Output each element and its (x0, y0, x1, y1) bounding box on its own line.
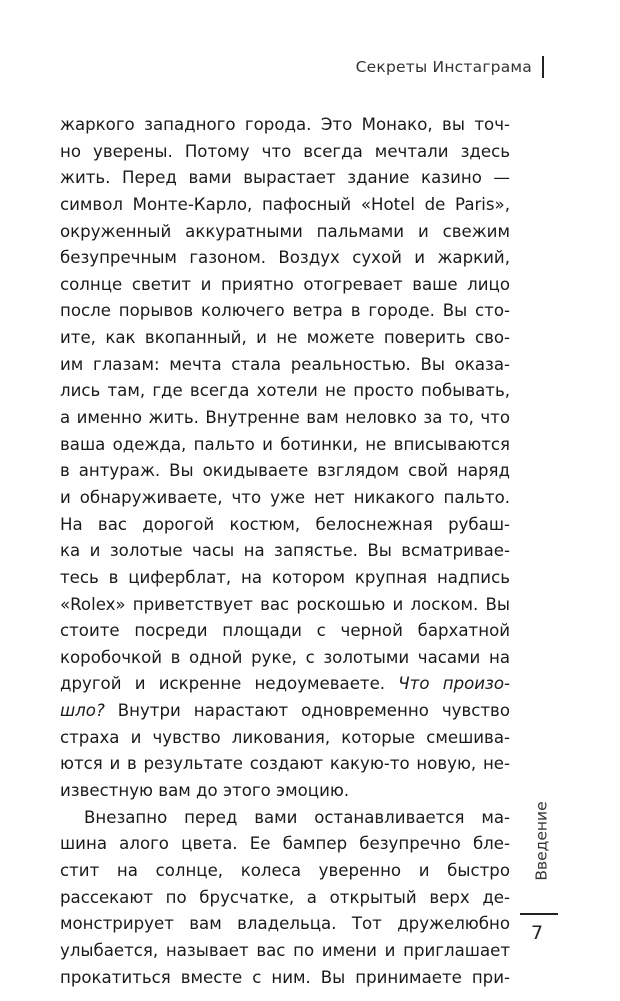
text-line: но уверены. Потому что всегда мечтали здесь (60, 141, 510, 161)
text-line (60, 698, 510, 725)
text-line: страха и чувство ликования, которые смешива- (60, 727, 510, 747)
running-head: Секреты Инстаграма (355, 58, 532, 76)
italic-phrase: шло? (60, 701, 105, 721)
section-tab-label: Введение (533, 801, 551, 881)
text-line: ка и золотые часы на запястье. Вы всматривае- (60, 541, 510, 561)
section-tab (532, 776, 552, 906)
text-line: шина алого цвета. Ее бампер безупречно бле- (60, 834, 510, 854)
text-line: в антураж. Вы окидываете взглядом свой наряд (60, 461, 510, 481)
text-line: жаркого западного города. Это Монако, вы точ- (60, 115, 510, 134)
text-line: рассекают по брусчатке, а открытый верх де- (60, 887, 510, 907)
paragraph-1 (60, 112, 510, 805)
text-run: другой и искренне недоумеваете. (60, 674, 399, 694)
italic-phrase: Что произо- (398, 674, 510, 694)
text-line: ваша одежда, пальто и ботинки, не вписываются (60, 434, 510, 454)
text-line: символ Монте-Карло, пафосный «Hotel de Paris», (60, 194, 510, 214)
paragraph-2 (60, 805, 510, 991)
text-line: жить. Перед вами вырастает здание казино — (60, 168, 510, 188)
text-line: солнце светит и приятно отогревает ваше лицо (60, 274, 510, 294)
body-text (60, 112, 510, 991)
text-line: Внезапно перед вами останавливается ма- (84, 807, 510, 827)
running-head-bar (542, 56, 544, 78)
text-line: после порывов колючего ветра в городе. Вы сто- (60, 301, 510, 321)
text-line: лись там, где всегда хотели не просто побывать, (60, 381, 510, 401)
text-line: тесь в циферблат, на котором крупная надпись (60, 567, 510, 587)
text-line: ите, как вкопанный, и не можете поверить сво- (60, 328, 510, 348)
text-line: стоите посреди площади с черной бархатной (60, 621, 510, 641)
text-line: известную вам до этого эмоцию. (60, 781, 350, 801)
text-line: коробочкой в одной руке, с золотыми часами на (60, 647, 510, 667)
text-line: ются и в результате создают какую-то новую, не- (60, 754, 510, 774)
section-tab-rule (520, 913, 558, 915)
text-line: стит на солнце, колеса уверенно и быстро (60, 860, 510, 880)
page-number: 7 (531, 922, 544, 944)
text-run: Внутри нарастают одновременно чувство (104, 701, 510, 721)
text-line: На вас дорогой костюм, белоснежная рубаш- (60, 514, 510, 534)
text-line: а именно жить. Внутренне вам неловко за то, что (60, 408, 510, 428)
text-line: окруженный аккуратными пальмами и свежим (60, 221, 510, 241)
text-line: монстрирует вам владельца. Тот дружелюбно (60, 914, 510, 934)
text-line: безупречным газоном. Воздух сухой и жаркий, (60, 248, 510, 268)
text-line: улыбается, называет вас по имени и приглашает (60, 940, 510, 960)
text-line (60, 671, 510, 698)
text-line: «Rolex» приветствует вас роскошью и лоском. Вы (60, 594, 510, 614)
text-line: им глазам: мечта стала реальностью. Вы оказа- (60, 354, 510, 374)
text-line: прокатиться вместе с ним. Вы принимаете при- (60, 967, 510, 987)
text-line: и обнаруживаете, что уже нет никакого пальто. (60, 487, 510, 507)
